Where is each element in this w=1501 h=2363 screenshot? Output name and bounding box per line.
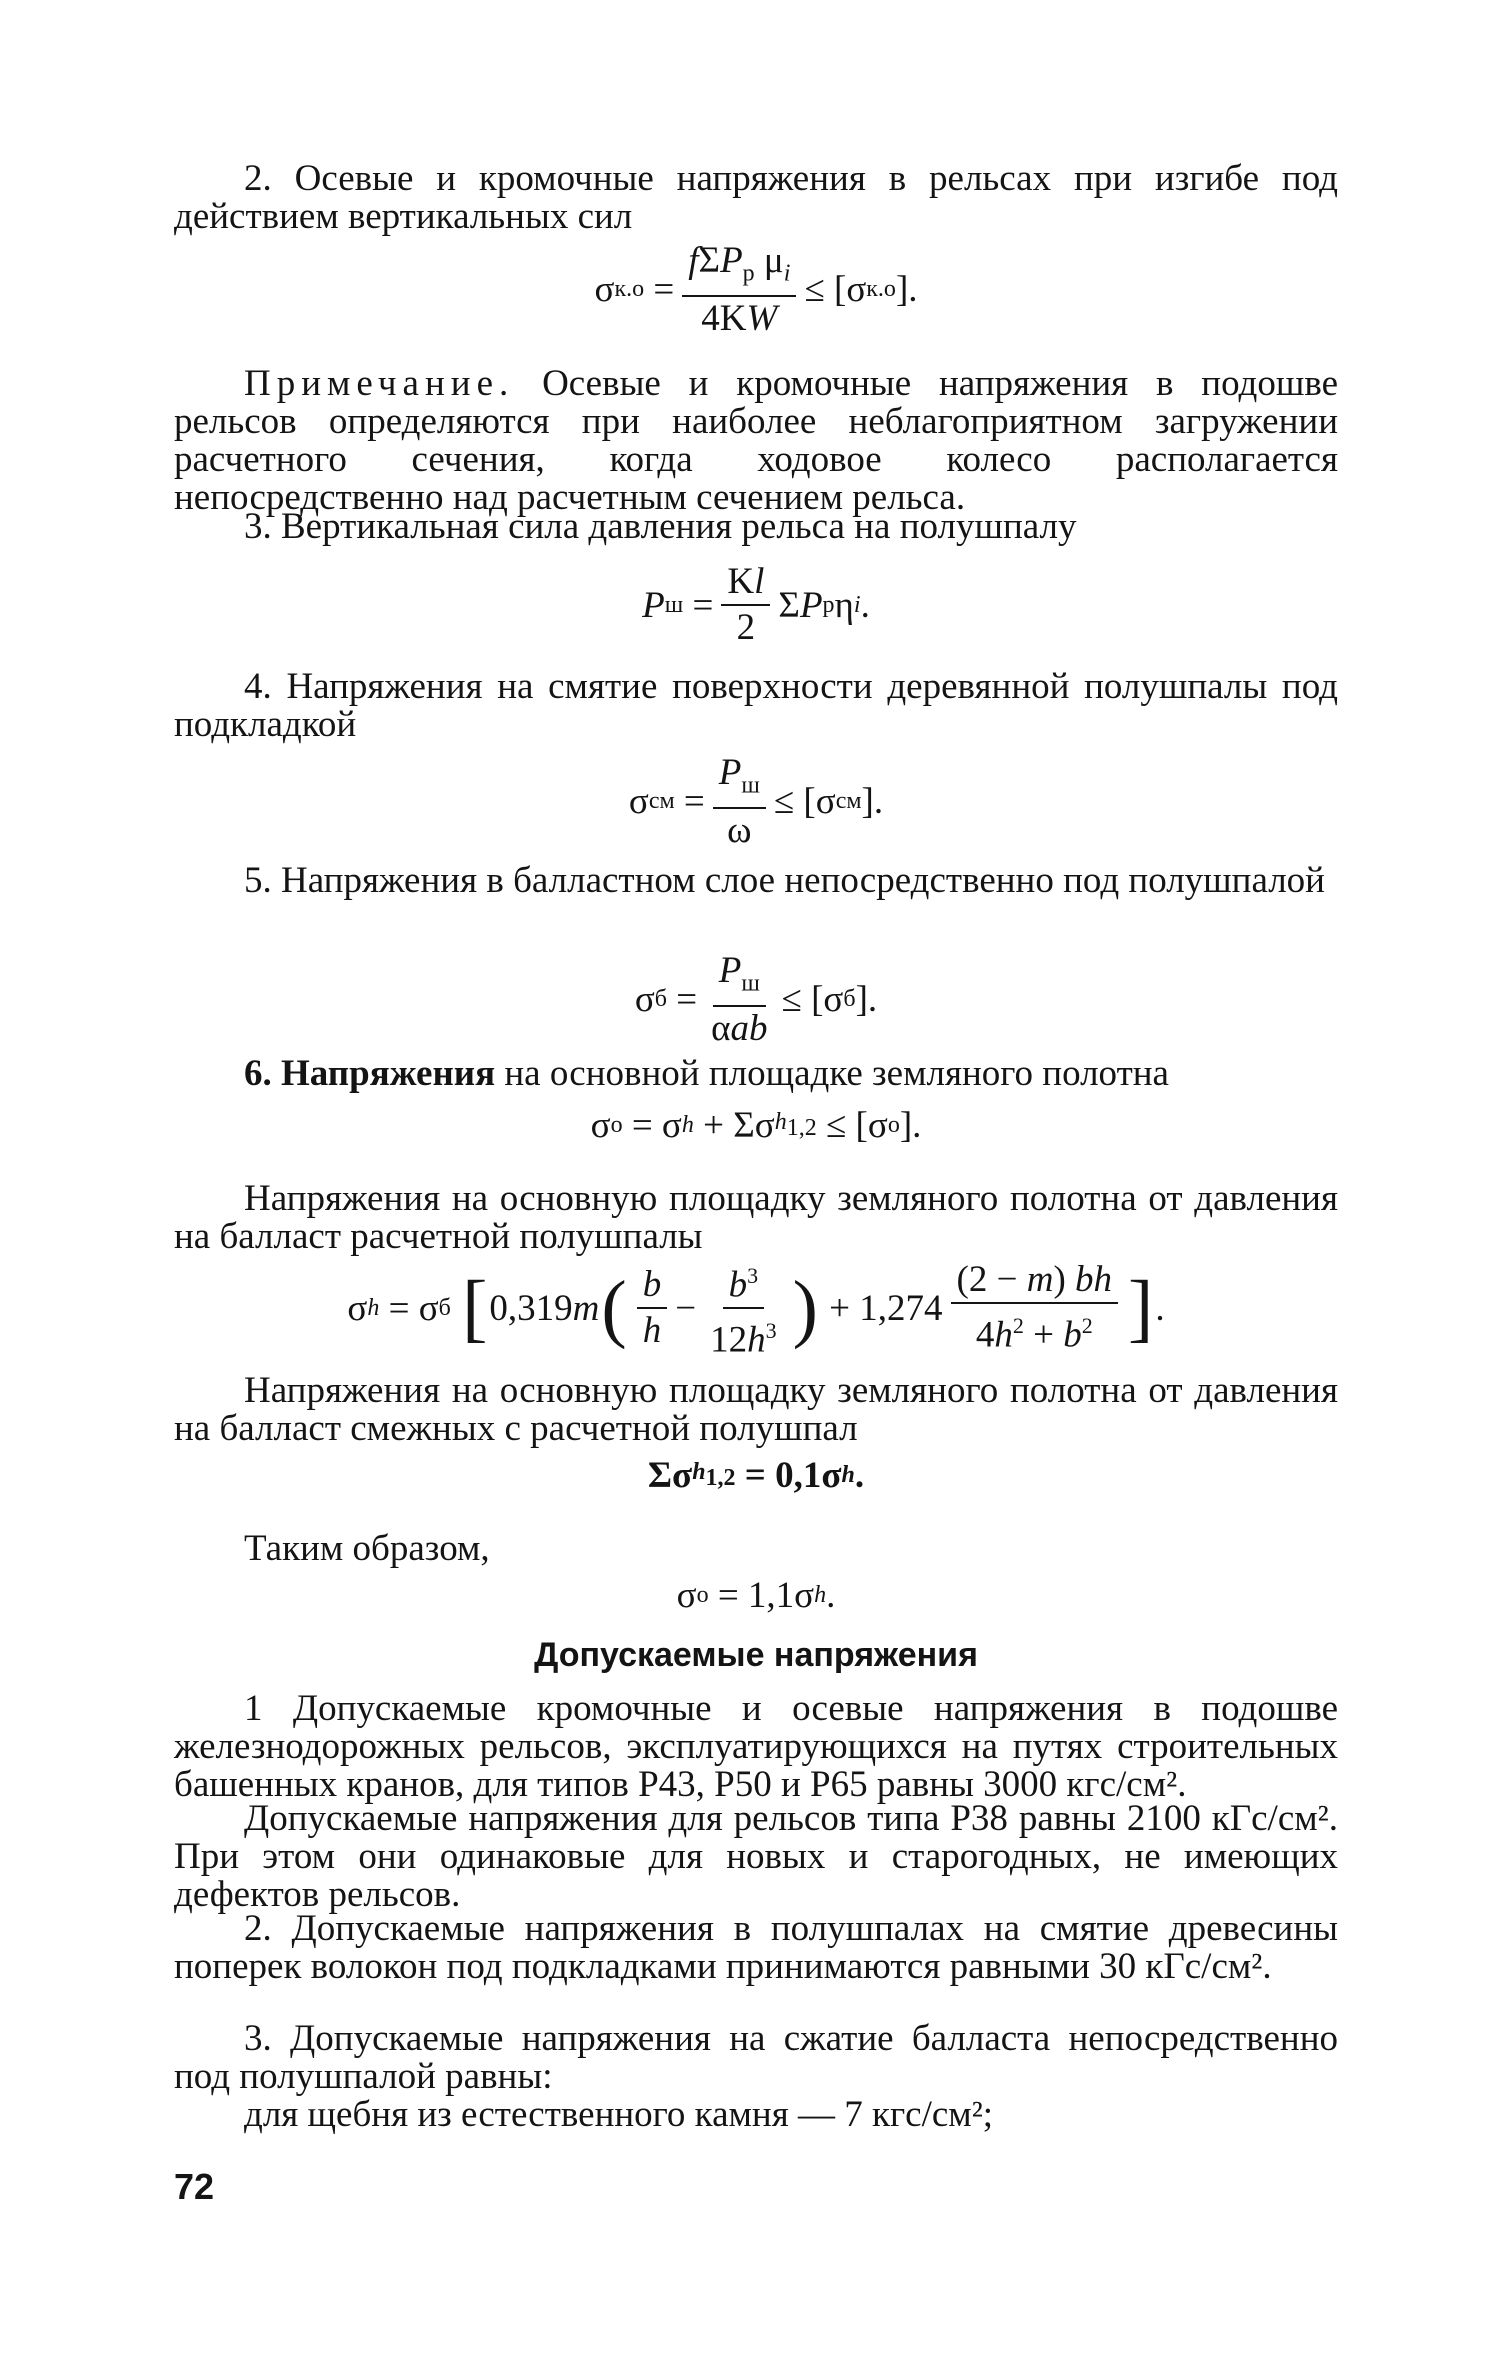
paragraph-item-4: 4. Напряжения на смятие поверхности деревянной полушпалы под подкладкой [174,666,1338,745]
formula-ballast-stress-expression: σ б = $\frac{P_ш}{\text{αab}}$ ≤ [σ б ]. [634,949,878,1050]
formula-adjacent-sum [174,1450,1338,1500]
note-text: Осевые и кромочные напряжения в подошве рельсов определяются при наиболее неблагоприятном загружении расчетного сечения, когда ходовое колесо располагается непосредственно над расчетным сечением рельса. [174,363,1339,518]
paragraph-item-3: 3. Вертикальная сила давления рельса на полушпалу [244,506,1077,547]
paragraph-allowed-2: 2. Допускаемые напряжения в полушпалах на смятие древесины поперек волокон под подкладками принимаются равными 30 кГс/см². [174,1908,1338,1987]
note-label: Примечание. [244,363,515,404]
paragraph-pressure-design: Напряжения на основную площадку земляного полотна от давления на балласт расчетной полушпалы [174,1178,1338,1257]
formula-total-stress-expression: σ о = 1,1σ h . [676,1574,836,1616]
paragraph-crushed-stone: для щебня из естественного камня — 7 кгс/см²; [244,2094,994,2135]
formula-crushing-stress-expression: σ см = $\frac{P_ш}{\omega}$ ≤ [σ см ]. [628,751,884,852]
formula-total-stress [174,1570,1338,1620]
paragraph-item-5: 5. Напряжения в балластном слое непосредственно под полушпалой [244,860,1325,901]
formula-edge-stress [174,240,1338,340]
note-paragraph [174,365,1338,517]
section-heading: Допускаемые напряжения [534,1636,978,1674]
formula-sigma-h-expression: σ h = σ б [ 0,319 m ( $\frac{b}{h}$ − $\frac{b^3}{12h^3}$ ) + 1,274 $\frac{(2 - m) bh}{4h^2 + b^2}$ ] . [347,1256,1164,1361]
formula-vertical-force [174,555,1338,655]
formula-ballast-stress [174,950,1338,1050]
formula-sigma-h [174,1258,1338,1361]
page-number: 72 [174,2166,215,2207]
formula-vertical-force-expression: P ш = $\frac{Kl}{2}$ Σ P р η i . [642,561,870,648]
paragraph-allowed-1: 1 Допускаемые кромочные и осевые напряжения в подошве железнодорожных рельсов, эксплуатирующихся на путях строительных башенных кранов, для типов Р43, Р50 и Р65 равны 3000 кгс/см². [174,1688,1338,1805]
formula-adjacent-sum-expression: Σσ $h_{1,2}$ = 0,1σ h . [647,1454,865,1496]
item-6-lead: 6. Напряжения [244,1053,496,1094]
formula-subgrade-stress [174,1100,1338,1150]
paragraph-thus: Таким образом, [244,1528,490,1569]
paragraph-pressure-adjacent: Напряжения на основную площадку земляного полотна от давления на балласт смежных с расчетной полушпал [174,1370,1338,1449]
paragraph-allowed-3: 3. Допускаемые напряжения на сжатие балласта непосредственно под полушпалой равны: [174,2018,1338,2097]
paragraph-item-2: 2. Осевые и кромочные напряжения в рельсах при изгибе под действием вертикальных сил [174,158,1338,237]
formula-crushing-stress [174,752,1338,852]
item-6-text: на основной площадке земляного полотна [504,1053,1169,1094]
formula-subgrade-stress-expression: σ о = σ h + Σσ $h_{1,2}$ ≤ [σ о ]. [590,1104,922,1146]
paragraph-allowed-1b: Допускаемые напряжения для рельсов типа Р38 равны 2100 кГс/см². При этом они одинаковые для новых и старогодных, не имеющих дефектов рельсов. [174,1798,1338,1915]
paragraph-item-6 [174,1055,1338,1093]
formula-edge-stress-expression: σ к.о = $\frac{f\Sigma P_р \mu_i}{4KW}$ ≤ [σ к.о ]. [594,239,918,340]
